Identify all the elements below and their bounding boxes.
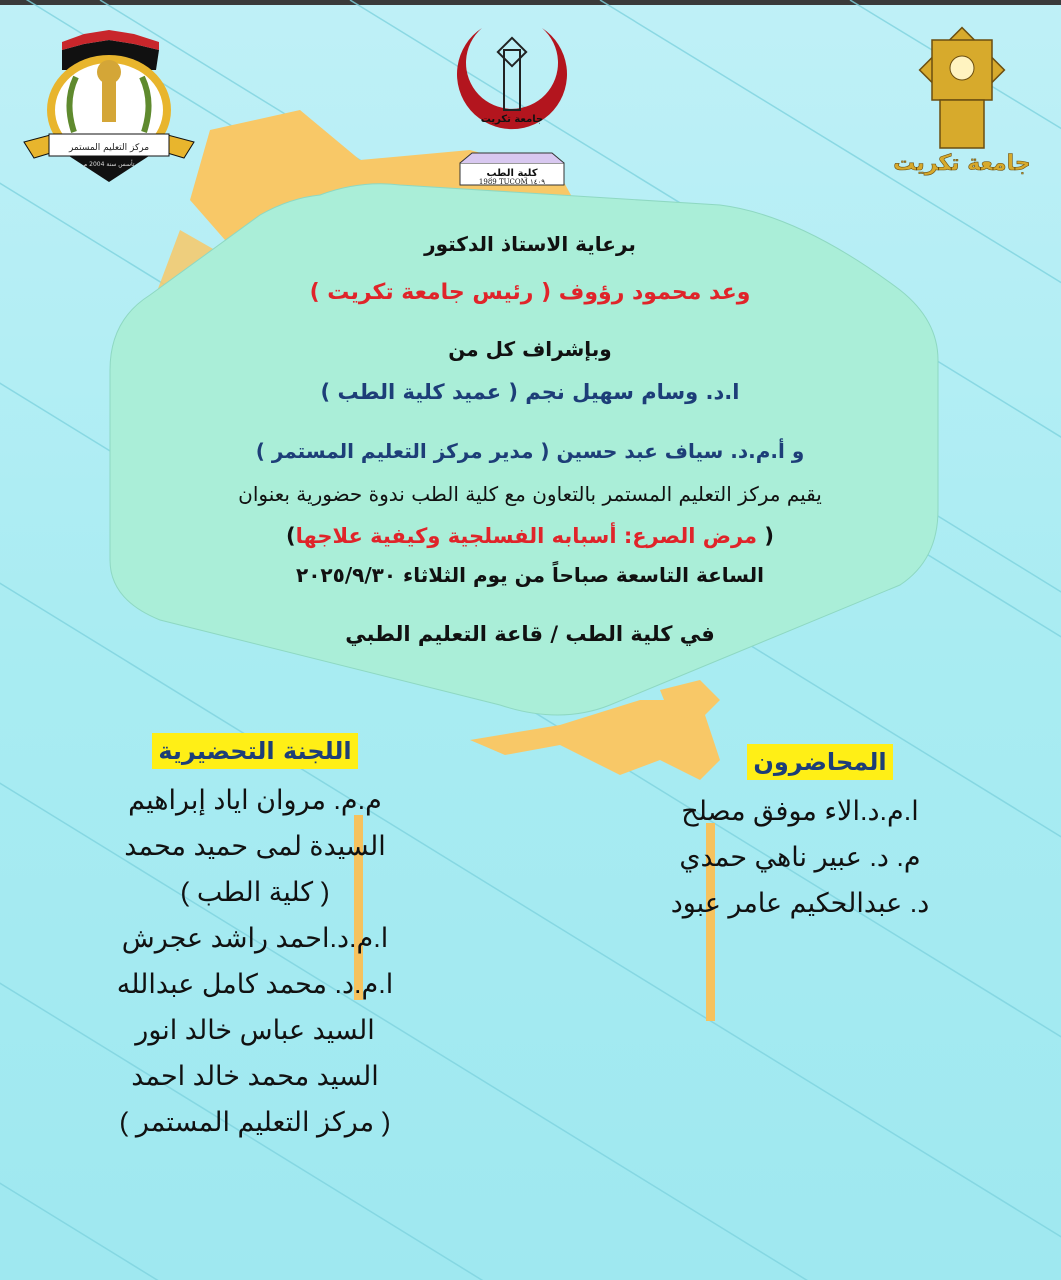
supervision-line: وبإشراف كل من <box>448 337 612 361</box>
lecturer: ا.م.د.الاء موفق مصلح <box>681 796 919 826</box>
committee-member: السيد عباس خالد انور <box>135 1015 375 1045</box>
continuing-education-center-logo <box>14 22 204 192</box>
title-paren-open: ( <box>757 524 774 548</box>
time-line: الساعة التاسعة صباحاً من يوم الثلاثاء ٢٠٢٥/٩/٣٠ <box>296 563 764 587</box>
svg-text:1989 TUCOM ١٤٠٩: 1989 TUCOM ١٤٠٩ <box>478 178 546 186</box>
svg-text:جامعة تكريت: جامعة تكريت <box>893 151 1031 176</box>
committee-member: م.م. مروان اياد إبراهيم <box>128 785 382 815</box>
lecturers-section <box>650 744 950 926</box>
symposium-title-line <box>120 524 940 548</box>
committee-section <box>90 733 420 1145</box>
committee-member: ا.م.د.احمد راشد عجرش <box>121 923 389 953</box>
lecturer: د. عبدالحكيم عامر عبود <box>670 888 930 918</box>
patron-name: وعد محمود رؤوف ( رئيس جامعة تكريت ) <box>309 280 751 305</box>
title-paren-close: ) <box>286 524 296 548</box>
committee-affiliation: ( مركز التعليم المستمر ) <box>119 1107 391 1137</box>
college-of-medicine-logo <box>452 18 572 188</box>
patronage-line: برعاية الاستاذ الدكتور <box>424 232 636 256</box>
location-line: في كلية الطب / قاعة التعليم الطبي <box>345 622 715 646</box>
committee-title: اللجنة التحضيرية <box>152 733 357 769</box>
tikrit-university-logo <box>892 20 1032 180</box>
lecturers-title: المحاضرون <box>747 744 892 780</box>
svg-text:كلية الطب: كلية الطب <box>486 168 538 179</box>
intro-line: يقيم مركز التعليم المستمر بالتعاون مع كلية الطب ندوة حضورية بعنوان <box>238 482 822 506</box>
committee-member: ا.م.د. محمد كامل عبدالله <box>116 969 394 999</box>
svg-text:جامعة تكريت: جامعة تكريت <box>480 114 544 125</box>
lecturer: م. د. عبير ناهي حمدي <box>679 842 921 872</box>
committee-member: السيدة لمى حميد محمد <box>124 831 386 861</box>
supervisor-dean: ا.د. وسام سهيل نجم ( عميد كلية الطب ) <box>320 380 740 404</box>
svg-text:مركز التعليم المستمر: مركز التعليم المستمر <box>68 143 150 153</box>
committee-member: السيد محمد خالد احمد <box>131 1061 379 1091</box>
svg-text:تأسس سنة 2004 م: تأسس سنة 2004 م <box>83 161 135 168</box>
supervisor-center-director: و أ.م.د. سياف عبد حسين ( مدير مركز التعليم المستمر ) <box>255 439 805 463</box>
committee-affiliation: ( كلية الطب ) <box>180 877 330 907</box>
symposium-title: مرض الصرع: أسبابه الفسلجية وكيفية علاجها <box>295 524 758 548</box>
